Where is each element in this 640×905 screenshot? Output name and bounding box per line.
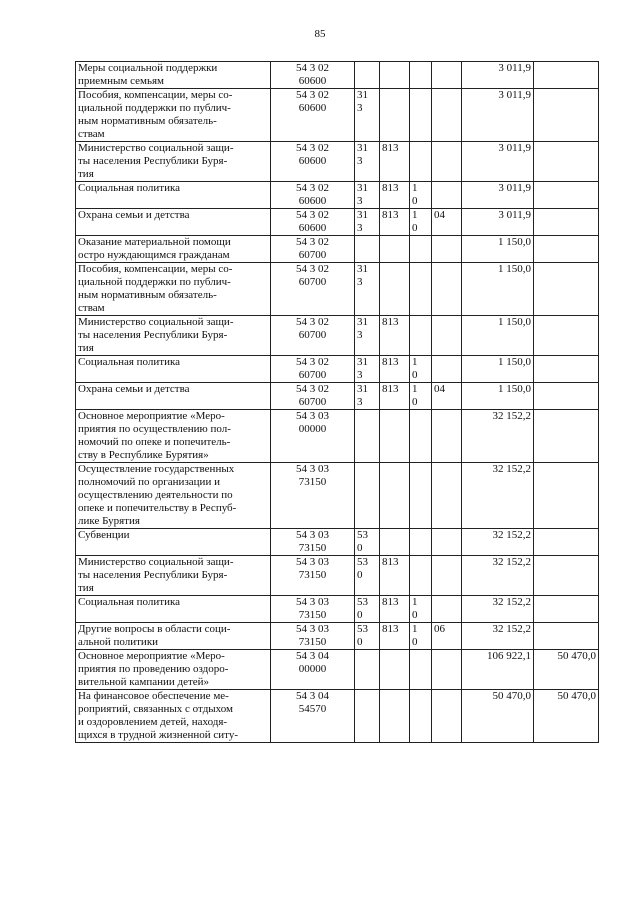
federal-amount-cell [534,623,599,650]
federal-amount-cell [534,62,599,89]
row-name-cell: Пособия, компенсации, меры со- циальной поддержки по публич- ным нормативным обязатель- ствам [76,89,271,142]
federal-amount-cell [534,182,599,209]
target-code-cell: 54 3 04 00000 [271,650,355,690]
expense-type-cell: 31 3 [355,263,380,316]
section-cell: 1 0 [410,182,432,209]
target-code-cell: 54 3 03 73150 [271,556,355,596]
table-row [76,690,599,743]
target-code-cell: 54 3 02 60700 [271,263,355,316]
amount-cell: 32 152,2 [462,556,534,596]
row-name-cell: Субвенции [76,529,271,556]
table-row [76,556,599,596]
federal-amount-cell [534,410,599,463]
section-cell [410,263,432,316]
target-code-cell: 54 3 02 60700 [271,356,355,383]
amount-cell: 3 011,9 [462,142,534,182]
federal-amount-cell [534,463,599,529]
expense-type-cell: 53 0 [355,596,380,623]
expense-type-cell: 31 3 [355,142,380,182]
subsection-cell [432,62,462,89]
expense-type-cell: 31 3 [355,383,380,410]
amount-cell: 32 152,2 [462,596,534,623]
ministry-code-cell: 813 [380,556,410,596]
target-code-cell: 54 3 02 60600 [271,62,355,89]
target-code-cell: 54 3 04 54570 [271,690,355,743]
subsection-cell: 04 [432,383,462,410]
federal-amount-cell [534,263,599,316]
row-name-cell: Министерство социальной защи- ты населения Республики Буря- тия [76,142,271,182]
section-cell [410,62,432,89]
subsection-cell [432,596,462,623]
ministry-code-cell: 813 [380,356,410,383]
table-row [76,236,599,263]
amount-cell: 1 150,0 [462,236,534,263]
federal-amount-cell: 50 470,0 [534,650,599,690]
subsection-cell [432,89,462,142]
row-name-cell: Оказание материальной помощи остро нуждающимся гражданам [76,236,271,263]
amount-cell: 32 152,2 [462,529,534,556]
section-cell [410,529,432,556]
table-row [76,410,599,463]
subsection-cell [432,529,462,556]
page-number: 85 [314,28,326,40]
table-row [76,596,599,623]
section-cell [410,89,432,142]
amount-cell: 1 150,0 [462,316,534,356]
section-cell [410,556,432,596]
expense-type-cell: 31 3 [355,209,380,236]
ministry-code-cell [380,263,410,316]
row-name-cell: Меры социальной поддержки приемным семьям [76,62,271,89]
federal-amount-cell [534,89,599,142]
section-cell: 1 0 [410,209,432,236]
subsection-cell [432,316,462,356]
section-cell [410,142,432,182]
table-row [76,623,599,650]
amount-cell: 32 152,2 [462,410,534,463]
row-name-cell: На финансовое обеспечение ме- роприятий, связанных с отдыхом и оздоровлением детей, находя- щихся в трудной жизненной ситу- [76,690,271,743]
section-cell [410,463,432,529]
amount-cell: 1 150,0 [462,383,534,410]
ministry-code-cell [380,463,410,529]
ministry-code-cell [380,650,410,690]
amount-cell: 106 922,1 [462,650,534,690]
target-code-cell: 54 3 03 73150 [271,463,355,529]
amount-cell: 32 152,2 [462,623,534,650]
federal-amount-cell [534,209,599,236]
target-code-cell: 54 3 02 60700 [271,383,355,410]
expense-type-cell: 53 0 [355,623,380,650]
table-row [76,62,599,89]
table-row [76,209,599,236]
target-code-cell: 54 3 03 73150 [271,529,355,556]
table-row [76,463,599,529]
ministry-code-cell: 813 [380,596,410,623]
ministry-code-cell [380,236,410,263]
expense-type-cell [355,463,380,529]
federal-amount-cell [534,383,599,410]
amount-cell: 3 011,9 [462,89,534,142]
target-code-cell: 54 3 03 00000 [271,410,355,463]
subsection-cell [432,410,462,463]
target-code-cell: 54 3 03 73150 [271,596,355,623]
federal-amount-cell [534,316,599,356]
section-cell: 1 0 [410,356,432,383]
amount-cell: 1 150,0 [462,356,534,383]
table-row [76,529,599,556]
subsection-cell [432,182,462,209]
ministry-code-cell: 813 [380,182,410,209]
section-cell [410,316,432,356]
row-name-cell: Осуществление государственных полномочий по организации и осуществлению деятельности по опеке и попечительству в Респуб- лике Бурятия [76,463,271,529]
target-code-cell: 54 3 03 73150 [271,623,355,650]
target-code-cell: 54 3 02 60600 [271,209,355,236]
federal-amount-cell [534,556,599,596]
ministry-code-cell [380,62,410,89]
expense-type-cell [355,410,380,463]
subsection-cell [432,236,462,263]
row-name-cell: Основное мероприятие «Меро- приятия по проведению оздоро- вительной кампании детей» [76,650,271,690]
expense-type-cell: 31 3 [355,182,380,209]
ministry-code-cell: 813 [380,383,410,410]
expense-type-cell [355,62,380,89]
expense-type-cell [355,690,380,743]
subsection-cell [432,463,462,529]
ministry-code-cell [380,690,410,743]
federal-amount-cell [534,596,599,623]
expense-type-cell: 53 0 [355,529,380,556]
federal-amount-cell [534,356,599,383]
federal-amount-cell [534,142,599,182]
section-cell [410,236,432,263]
table-row [76,316,599,356]
section-cell: 1 0 [410,623,432,650]
section-cell [410,690,432,743]
subsection-cell [432,556,462,596]
table-row [76,182,599,209]
ministry-code-cell: 813 [380,316,410,356]
ministry-code-cell: 813 [380,209,410,236]
table-row [76,263,599,316]
budget-table-body [76,62,599,743]
subsection-cell [432,356,462,383]
federal-amount-cell: 50 470,0 [534,690,599,743]
amount-cell: 32 152,2 [462,463,534,529]
expense-type-cell [355,236,380,263]
subsection-cell [432,142,462,182]
row-name-cell: Основное мероприятие «Меро- приятия по осуществлению пол- номочий по опеке и попечитель- ству в Республике Бурятия» [76,410,271,463]
section-cell [410,410,432,463]
section-cell: 1 0 [410,596,432,623]
ministry-code-cell: 813 [380,142,410,182]
table-row [76,89,599,142]
section-cell [410,650,432,690]
amount-cell: 3 011,9 [462,209,534,236]
target-code-cell: 54 3 02 60600 [271,182,355,209]
table-row [76,356,599,383]
federal-amount-cell [534,529,599,556]
row-name-cell: Охрана семьи и детства [76,209,271,236]
subsection-cell [432,690,462,743]
section-cell: 1 0 [410,383,432,410]
row-name-cell: Социальная политика [76,356,271,383]
amount-cell: 3 011,9 [462,182,534,209]
ministry-code-cell [380,410,410,463]
subsection-cell: 04 [432,209,462,236]
subsection-cell [432,650,462,690]
table-row [76,383,599,410]
amount-cell: 1 150,0 [462,263,534,316]
expense-type-cell: 53 0 [355,556,380,596]
table-row [76,650,599,690]
target-code-cell: 54 3 02 60700 [271,236,355,263]
row-name-cell: Министерство социальной защи- ты населения Республики Буря- тия [76,556,271,596]
row-name-cell: Охрана семьи и детства [76,383,271,410]
expense-type-cell: 31 3 [355,316,380,356]
amount-cell: 3 011,9 [462,62,534,89]
ministry-code-cell: 813 [380,623,410,650]
target-code-cell: 54 3 02 60700 [271,316,355,356]
subsection-cell [432,263,462,316]
ministry-code-cell [380,89,410,142]
budget-table [75,61,599,743]
federal-amount-cell [534,236,599,263]
amount-cell: 50 470,0 [462,690,534,743]
row-name-cell: Пособия, компенсации, меры со- циальной поддержки по публич- ным нормативным обязатель- ствам [76,263,271,316]
row-name-cell: Социальная политика [76,182,271,209]
ministry-code-cell [380,529,410,556]
row-name-cell: Другие вопросы в области соци- альной политики [76,623,271,650]
target-code-cell: 54 3 02 60600 [271,89,355,142]
table-row [76,142,599,182]
target-code-cell: 54 3 02 60600 [271,142,355,182]
expense-type-cell: 31 3 [355,89,380,142]
expense-type-cell [355,650,380,690]
row-name-cell: Министерство социальной защи- ты населения Республики Буря- тия [76,316,271,356]
expense-type-cell: 31 3 [355,356,380,383]
row-name-cell: Социальная политика [76,596,271,623]
subsection-cell: 06 [432,623,462,650]
